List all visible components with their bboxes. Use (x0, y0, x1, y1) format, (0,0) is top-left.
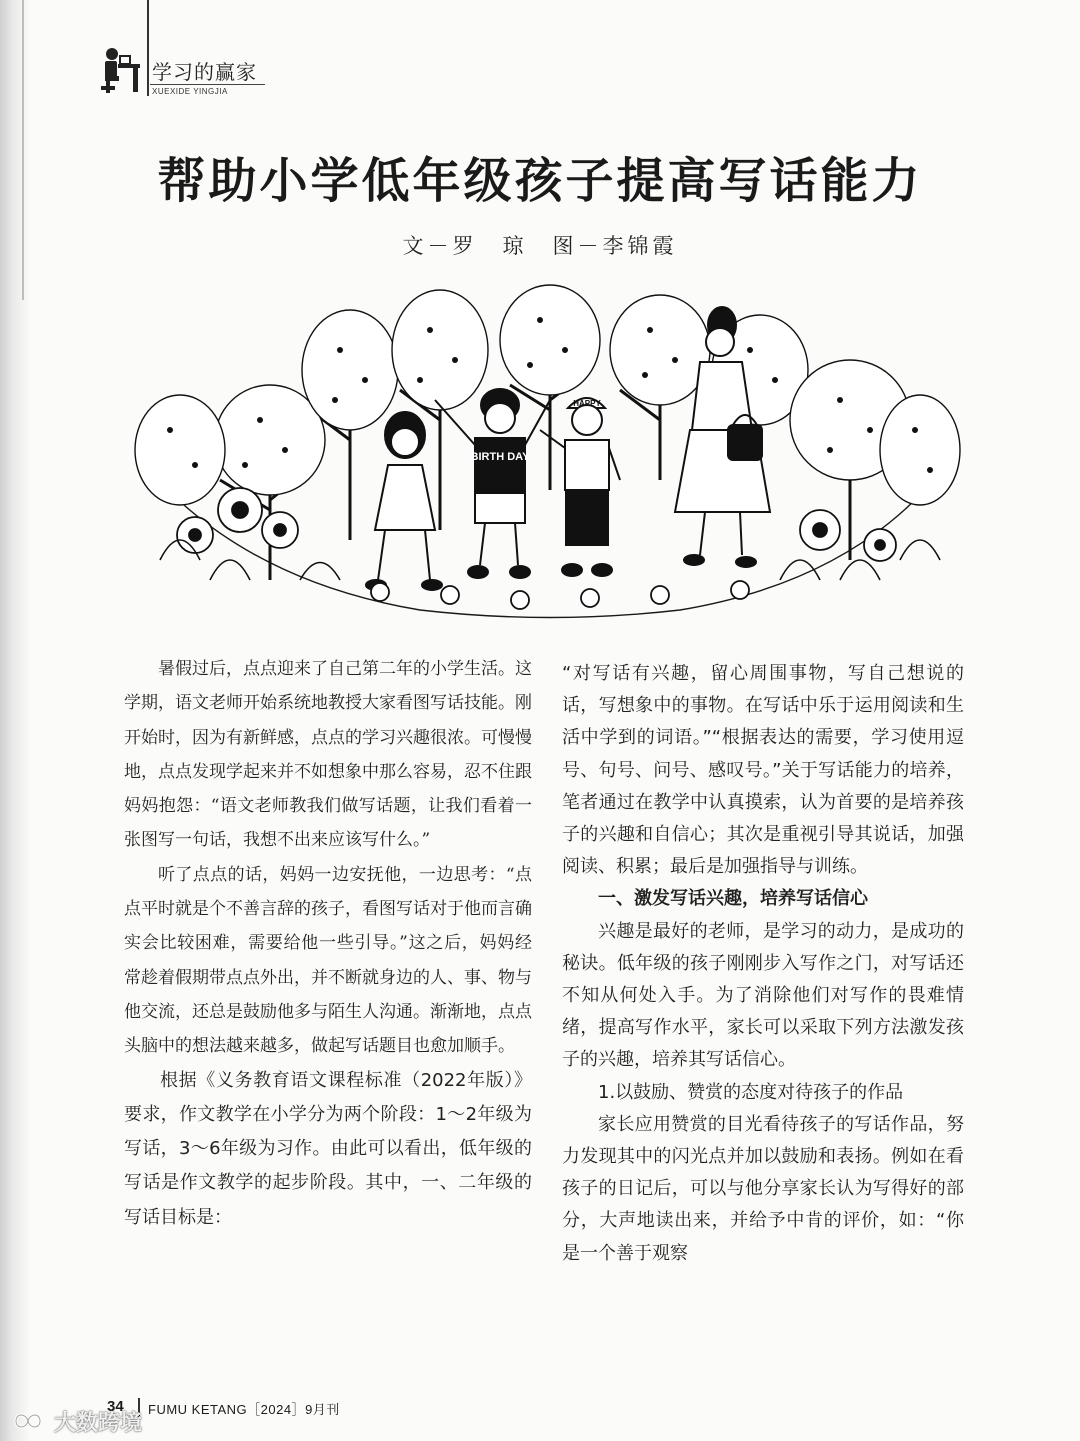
left-paragraph-3: 根据《义务教育语文课程标准（2022年版）》要求，作文教学在小学分为两个阶段：1～2年级为写话，3～6年级为习作。由此可以看出，低年级的写话是作文教学的起步阶段。其中，一、二年级的写话目标是： (124, 1069, 532, 1228)
subheading-1: 1.以鼓励、赞赏的态度对待孩子的作品 (598, 1081, 904, 1103)
right-text-column (562, 658, 964, 1270)
right-paragraph-3: 家长应用赞赏的目光看待孩子的写话作品，努力发现其中的闪光点并加以鼓励和表扬。例如在看孩子的日记后，可以与他分享家长认为写得好的部分，大声地读出来，并给予中肯的评价，如：“你是一个善于观察 (562, 1113, 964, 1264)
infinity-logo-icon (8, 1408, 48, 1434)
illustration-children-in-forest (120, 280, 970, 632)
column-underline (150, 84, 265, 85)
magazine-issue: FUMU KETANG［2024］9月刊 (148, 1402, 340, 1417)
right-paragraph-1: “对写话有兴趣，留心周围事物，写自己想说的话，写想象中的事物。在写话中乐于运用阅读和生活中学到的词语。”“根据表达的需要，学习使用逗号、句号、问号、感叹号。”关于写话能力的培养，笔者通过在教学中认真摸索，认为首要的是培养孩子的兴趣和自信心；其次是重视引导其说话，加强阅读、积累；最后是加强指导与训练。 (562, 663, 964, 878)
left-paragraph-2: 听了点点的话，妈妈一边安抚他，一边思考：“点点平时就是个不善言辞的孩子，看图写话对于他而言确实会比较困难，需要给他一些引导。”这之后，妈妈经常趁着假期带点点外出，并不断就身边的人、事、物与他交流，还总是鼓励他多与陌生人沟通。渐渐地，点点头脑中的想法越来越多，做起写话题目也愈加顺手。 (124, 864, 532, 1057)
article-byline: 文－罗 琼 图－李锦霞 (402, 234, 678, 258)
section-heading-1: 一、激发写话兴趣，培养写话信心 (598, 888, 868, 910)
right-paragraph-2: 兴趣是最好的老师，是学习的动力，是成功的秘诀。低年级的孩子刚刚步入写作之门，对写话还不知从何处入手。为了消除他们对写作的畏难情绪，提高写作水平，家长可以采取下列方法激发孩子的兴趣，培养其写话信心。 (562, 920, 964, 1071)
left-paragraph-1: 暑假过后，点点迎来了自己第二年的小学生活。这学期，语文老师开始系统地教授大家看图写话技能。刚开始时，因为有新鲜感，点点的学习兴趣很浓。可慢慢地，点点发现学起来并不如想象中那么容易，忍不住跟妈妈抱怨：“语文老师教我们做写话题，让我们看着一张图写一句话，我想不出来应该写什么。” (124, 659, 532, 851)
article-title: 帮助小学低年级孩子提高写话能力 (157, 153, 923, 209)
student-desk-icon (100, 46, 142, 94)
boy-cap-text: HAPPY (573, 399, 601, 408)
column-name: 学习的赢家 (152, 60, 257, 84)
column-pinyin: XUEXIDE YINGJIA (152, 87, 228, 96)
boy-shirt-text: BIRTH DAY (470, 451, 530, 463)
page-number: 34 (107, 1398, 124, 1415)
left-text-column (124, 652, 532, 1235)
watermark (8, 1406, 142, 1436)
page-edge-shadow (0, 0, 30, 1441)
header-divider (147, 0, 149, 96)
watermark-text: 大数跨境 (54, 1410, 143, 1436)
